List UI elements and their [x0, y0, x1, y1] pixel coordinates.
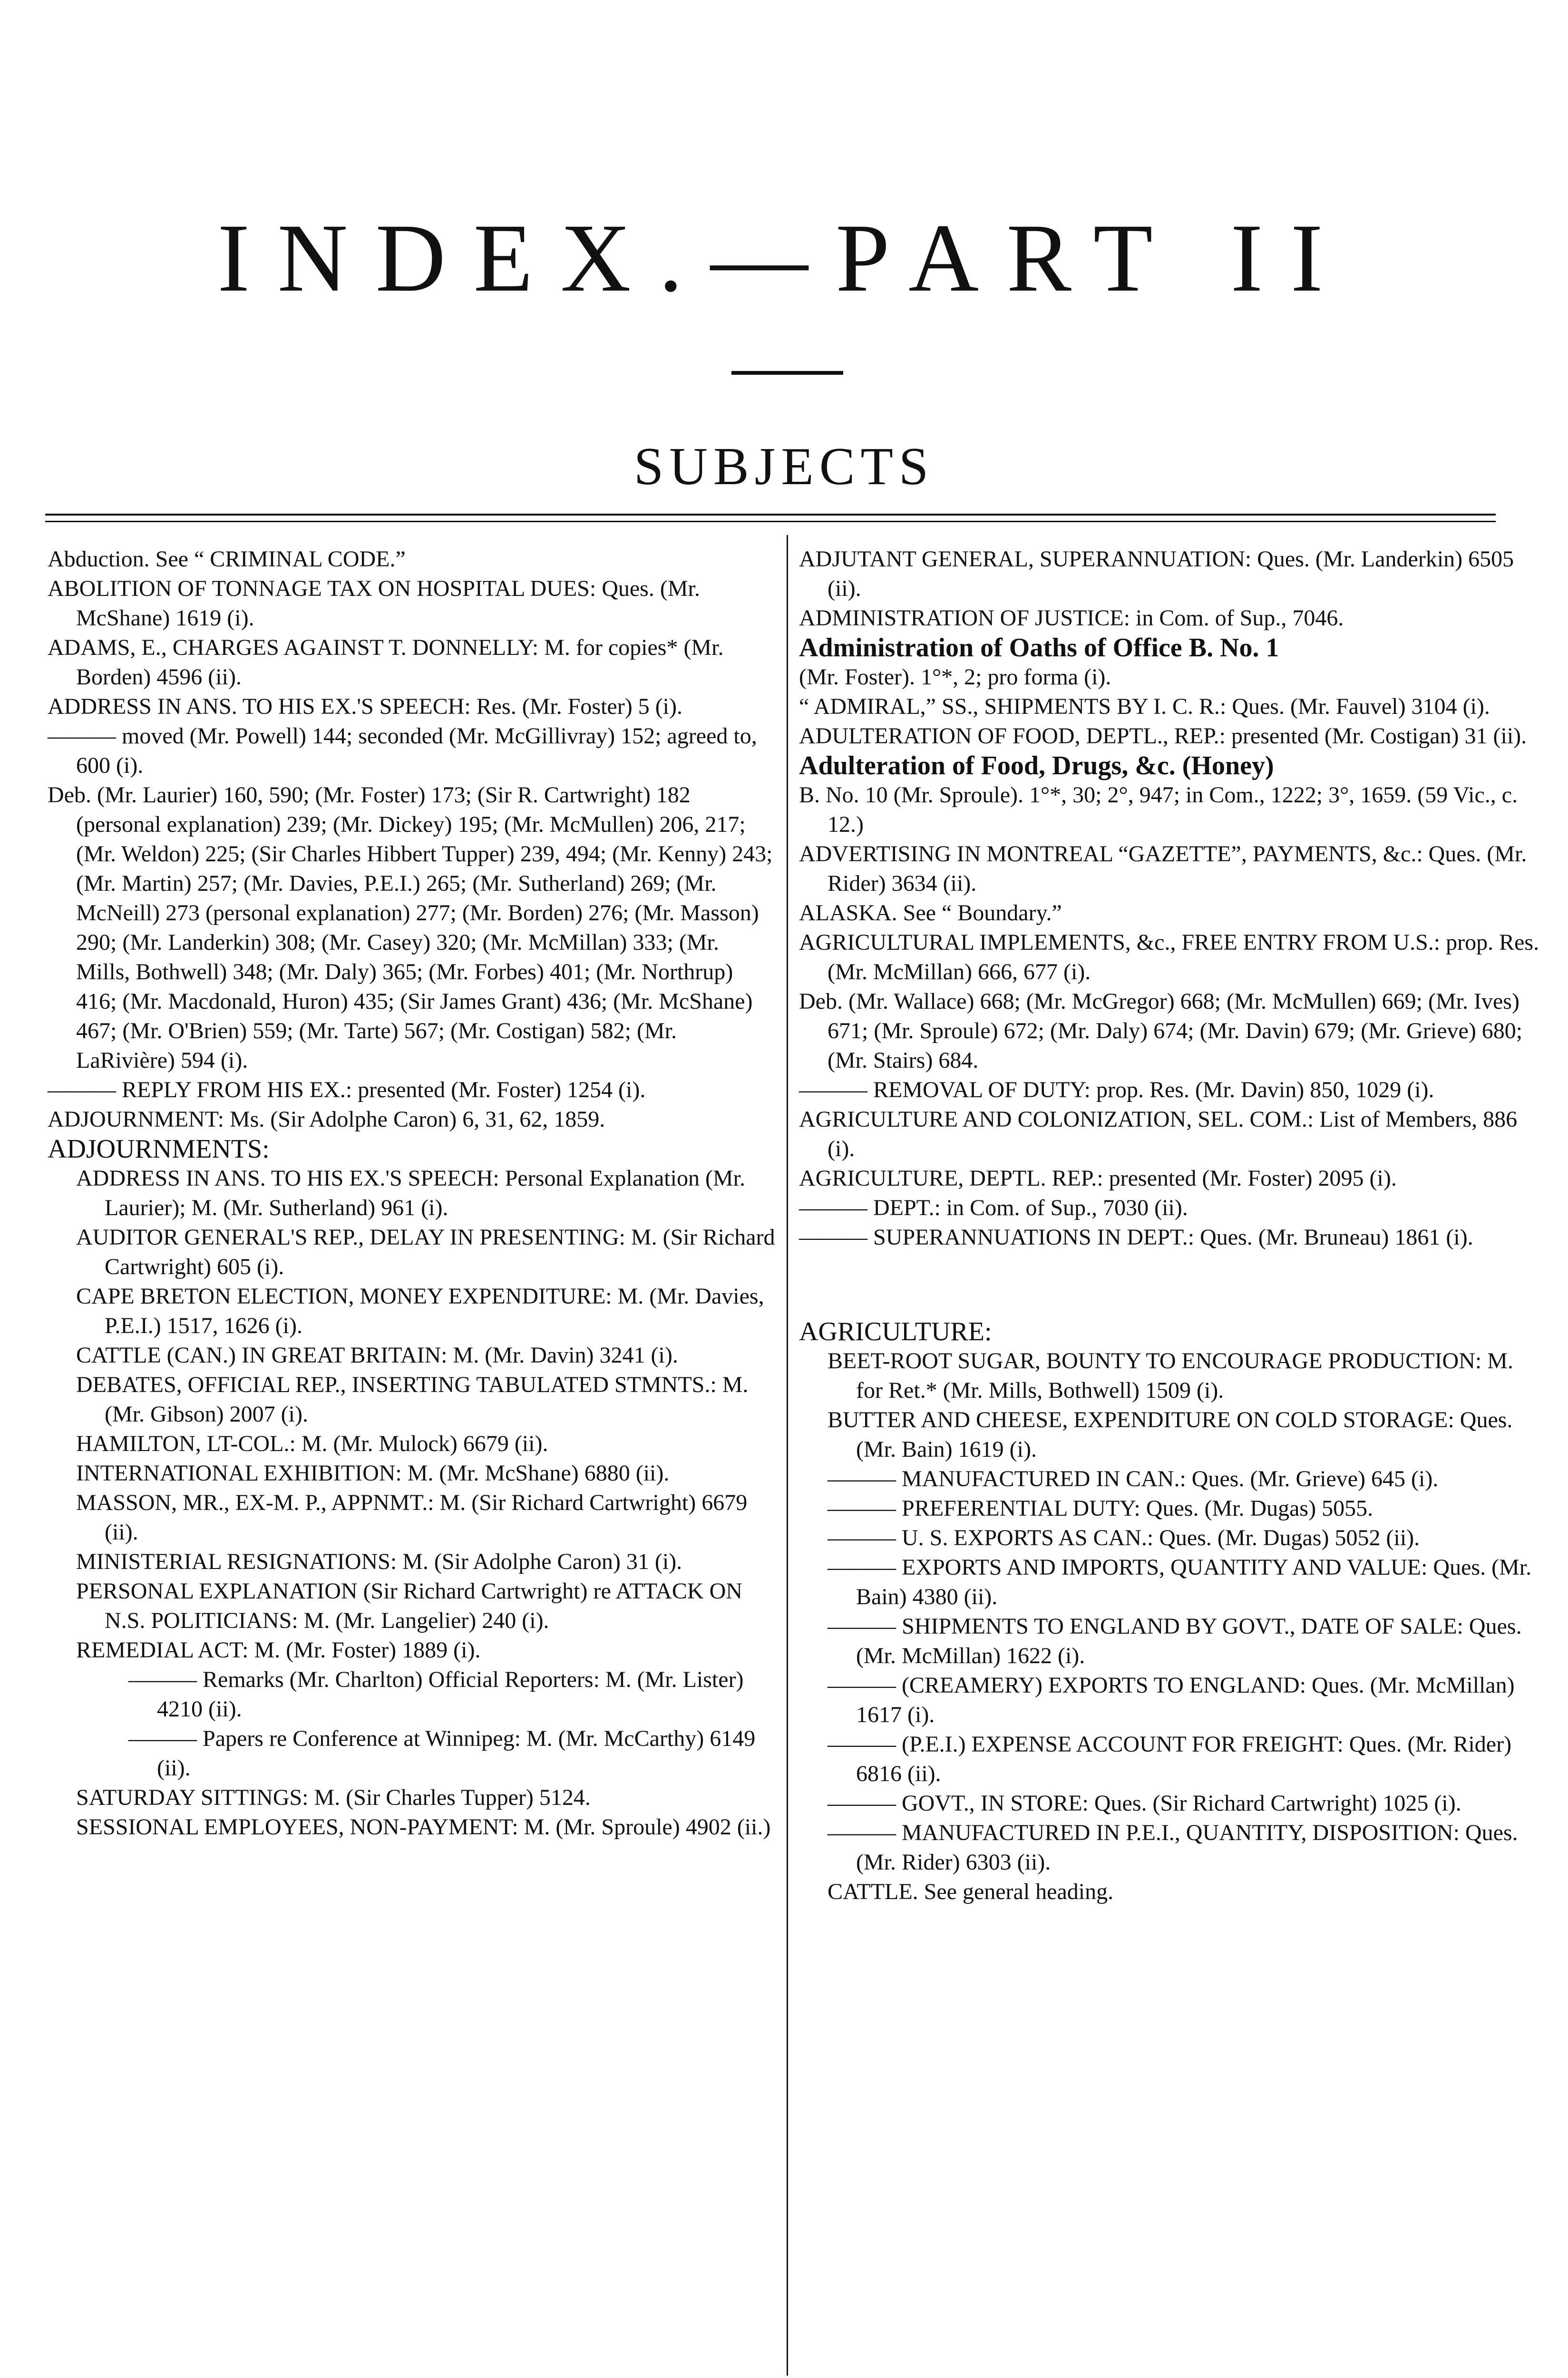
index-entry: DEBATES, OFFICIAL REP., INSERTING TABULATED STMNTS.: M. (Mr. Gibson) 2007 (i). [76, 1372, 749, 1427]
index-entry [799, 1275, 1541, 1294]
page-title: INDEX.—PART II [217, 204, 1351, 312]
index-entry: MASSON, MR., EX-M. P., APPNMT.: M. (Sir Richard Cartwright) 6679 (ii). [76, 1490, 748, 1545]
index-entry: PERSONAL EXPLANATION (Sir Richard Cartwright) re ATTACK ON N.S. POLITICIANS: M. (Mr. Langelier) 240 (i). [76, 1579, 742, 1633]
index-entry: ——— Papers re Conference at Winnipeg: M. (Mr. McCarthy) 6149 (ii). [128, 1726, 756, 1781]
index-entry: ADMINISTRATION OF JUSTICE: in Com. of Sup., 7046. [799, 605, 1344, 631]
index-entry: ——— MANUFACTURED IN CAN.: Ques. (Mr. Grieve) 645 (i). [828, 1466, 1439, 1491]
index-entry: ——— (CREAMERY) EXPORTS TO ENGLAND: Ques. (Mr. McMillan) 1617 (i). [828, 1673, 1515, 1727]
index-entry: ADJOURNMENT: Ms. (Sir Adolphe Caron) 6, 31, 62, 1859. [48, 1107, 605, 1132]
index-entry: Deb. (Mr. Wallace) 668; (Mr. McGregor) 668; (Mr. McMullen) 669; (Mr. Ives) 671; (Mr. Sproule) 672; (Mr. Daly) 674; (Mr. Davin) 679; (Mr. Grieve) 680; (Mr. Stairs) 684. [799, 989, 1523, 1073]
index-entry: (Mr. Foster). 1°*, 2; pro forma (i). [799, 664, 1111, 690]
index-entry: ADJUTANT GENERAL, SUPERANNUATION: Ques. (Mr. Landerkin) 6505 (ii). [799, 546, 1514, 601]
index-entry: CAPE BRETON ELECTION, MONEY EXPENDITURE: M. (Mr. Davies, P.E.I.) 1517, 1626 (i). [76, 1284, 764, 1338]
index-entry: Abduction. See “ CRIMINAL CODE.” [48, 546, 406, 572]
index-entry: ——— SHIPMENTS TO ENGLAND BY GOVT., DATE OF SALE: Ques. (Mr. McMillan) 1622 (i). [828, 1614, 1522, 1668]
index-entry: ——— EXPORTS AND IMPORTS, QUANTITY AND VALUE: Ques. (Mr. Bain) 4380 (ii). [828, 1555, 1532, 1609]
title-divider [731, 371, 843, 375]
index-entry: MINISTERIAL RESIGNATIONS: M. (Sir Adolphe Caron) 31 (i). [76, 1549, 682, 1574]
index-entry: REMEDIAL ACT: M. (Mr. Foster) 1889 (i). [76, 1637, 481, 1663]
index-entry: BUTTER AND CHEESE, EXPENDITURE ON COLD STORAGE: Ques. (Mr. Bain) 1619 (i). [828, 1407, 1513, 1462]
index-entry: AGRICULTURAL IMPLEMENTS, &c., FREE ENTRY FROM U.S.: prop. Res. (Mr. McMillan) 666, 677 (i). [799, 930, 1539, 984]
column-divider [787, 535, 788, 2376]
index-entry: INTERNATIONAL EXHIBITION: M. (Mr. McShane) 6880 (ii). [76, 1461, 670, 1486]
index-entry: ——— (P.E.I.) EXPENSE ACCOUNT FOR FREIGHT: Ques. (Mr. Rider) 6816 (ii). [828, 1732, 1512, 1786]
index-entry: Administration of Oaths of Office B. No. 1 [799, 633, 1279, 663]
index-entry: Deb. (Mr. Laurier) 160, 590; (Mr. Foster) 173; (Sir R. Cartwright) 182 (personal explanation) 239; (Mr. Dickey) 195; (Mr. McMullen) 206, 217; (Mr. Weldon) 225; (Sir Charles Hibbert Tupper) 239, 494; (Mr. Kenny) 243; (Mr. Martin) 257; (Mr. Davies, P.E.I.) 265; (Mr. Sutherland) 269; (Mr. McNeill) 273 (personal explanation) 277; (Mr. Borden) 276; (Mr. Masson) 290; (Mr. Landerkin) 308; (Mr. Casey) 320; (Mr. McMillan) 333; (Mr. Mills, Bothwell) 348; (Mr. Daly) 365; (Mr. Forbes) 401; (Mr. Northrup) 416; (Mr. Macdonald, Huron) 435; (Sir James Grant) 436; (Mr. McShane) 467; (Mr. O'Brien) 559; (Mr. Tarte) 567; (Mr. Costigan) 582; (Mr. LaRivière) 594 (i). [48, 782, 773, 1073]
index-entry: ADAMS, E., CHARGES AGAINST T. DONNELLY: M. for copies* (Mr. Borden) 4596 (ii). [48, 635, 724, 690]
index-entry: AUDITOR GENERAL'S REP., DELAY IN PRESENTING: M. (Sir Richard Cartwright) 605 (i). [76, 1225, 775, 1279]
index-entry: AGRICULTURE, DEPTL. REP.: presented (Mr. Foster) 2095 (i). [799, 1166, 1397, 1191]
index-entry: SATURDAY SITTINGS: M. (Sir Charles Tupper) 5124. [76, 1785, 591, 1810]
index-entry: ADJOURNMENTS: [48, 1134, 270, 1164]
index-entry: CATTLE. See general heading. [828, 1879, 1114, 1904]
index-entry: ADDRESS IN ANS. TO HIS EX.'S SPEECH: Res. (Mr. Foster) 5 (i). [48, 694, 682, 719]
index-entry: AGRICULTURE AND COLONIZATION, SEL. COM.: List of Members, 886 (i). [799, 1107, 1518, 1161]
index-entry: SESSIONAL EMPLOYEES, NON-PAYMENT: M. (Mr. Sproule) 4902 (ii.) [76, 1814, 771, 1840]
right-column [799, 545, 1541, 1907]
index-entry: ADVERTISING IN MONTREAL “GAZETTE”, PAYMENTS, &c.: Ques. (Mr. Rider) 3634 (ii). [799, 841, 1527, 896]
index-entry: ——— DEPT.: in Com. of Sup., 7030 (ii). [799, 1195, 1188, 1220]
index-entry: CATTLE (CAN.) IN GREAT BRITAIN: M. (Mr. Davin) 3241 (i). [76, 1343, 678, 1368]
index-entry: ABOLITION OF TONNAGE TAX ON HOSPITAL DUES: Ques. (Mr. McShane) 1619 (i). [48, 576, 700, 631]
index-entry: ADULTERATION OF FOOD, DEPTL., REP.: presented (Mr. Costigan) 31 (ii). [799, 723, 1527, 749]
index-entry: ——— moved (Mr. Powell) 144; seconded (Mr. McGillivray) 152; agreed to, 600 (i). [48, 723, 757, 778]
header-rule-bottom [45, 521, 1496, 522]
index-entry: ——— REPLY FROM HIS EX.: presented (Mr. Foster) 1254 (i). [48, 1077, 646, 1102]
index-entry: Adulteration of Food, Drugs, &c. (Honey) [799, 751, 1274, 780]
index-entry: B. No. 10 (Mr. Sproule). 1°*, 30; 2°, 947; in Com., 1222; 3°, 1659. (59 Vic., c. 12.) [799, 782, 1518, 837]
header-rule-top [45, 514, 1496, 516]
index-entry: ——— SUPERANNUATIONS IN DEPT.: Ques. (Mr. Bruneau) 1861 (i). [799, 1225, 1473, 1250]
index-entry: ——— U. S. EXPORTS AS CAN.: Ques. (Mr. Dugas) 5052 (ii). [828, 1525, 1420, 1550]
index-entry: ——— REMOVAL OF DUTY: prop. Res. (Mr. Davin) 850, 1029 (i). [799, 1077, 1434, 1102]
index-entry: ADDRESS IN ANS. TO HIS EX.'S SPEECH: Personal Explanation (Mr. Laurier); M. (Mr. Sutherland) 961 (i). [76, 1166, 745, 1220]
left-column [48, 545, 775, 1842]
index-entry: ——— Remarks (Mr. Charlton) Official Reporters: M. (Mr. Lister) 4210 (ii). [128, 1667, 744, 1722]
index-entry: ——— GOVT., IN STORE: Ques. (Sir Richard Cartwright) 1025 (i). [828, 1791, 1461, 1816]
index-entry: BEET-ROOT SUGAR, BOUNTY TO ENCOURAGE PRODUCTION: M. for Ret.* (Mr. Mills, Bothwell) 1509 (i). [828, 1348, 1513, 1403]
index-entry: AGRICULTURE: [799, 1317, 992, 1346]
index-entry: ——— PREFERENTIAL DUTY: Ques. (Mr. Dugas) 5055. [828, 1496, 1373, 1521]
index-entry: ALASKA. See “ Boundary.” [799, 900, 1062, 926]
section-heading: SUBJECTS [633, 437, 935, 496]
index-entry: “ ADMIRAL,” SS., SHIPMENTS BY I. C. R.: Ques. (Mr. Fauvel) 3104 (i). [799, 694, 1490, 719]
index-entry: ——— MANUFACTURED IN P.E.I., QUANTITY, DISPOSITION: Ques. (Mr. Rider) 6303 (ii). [828, 1820, 1518, 1875]
index-entry: HAMILTON, LT-COL.: M. (Mr. Mulock) 6679 (ii). [76, 1431, 548, 1456]
